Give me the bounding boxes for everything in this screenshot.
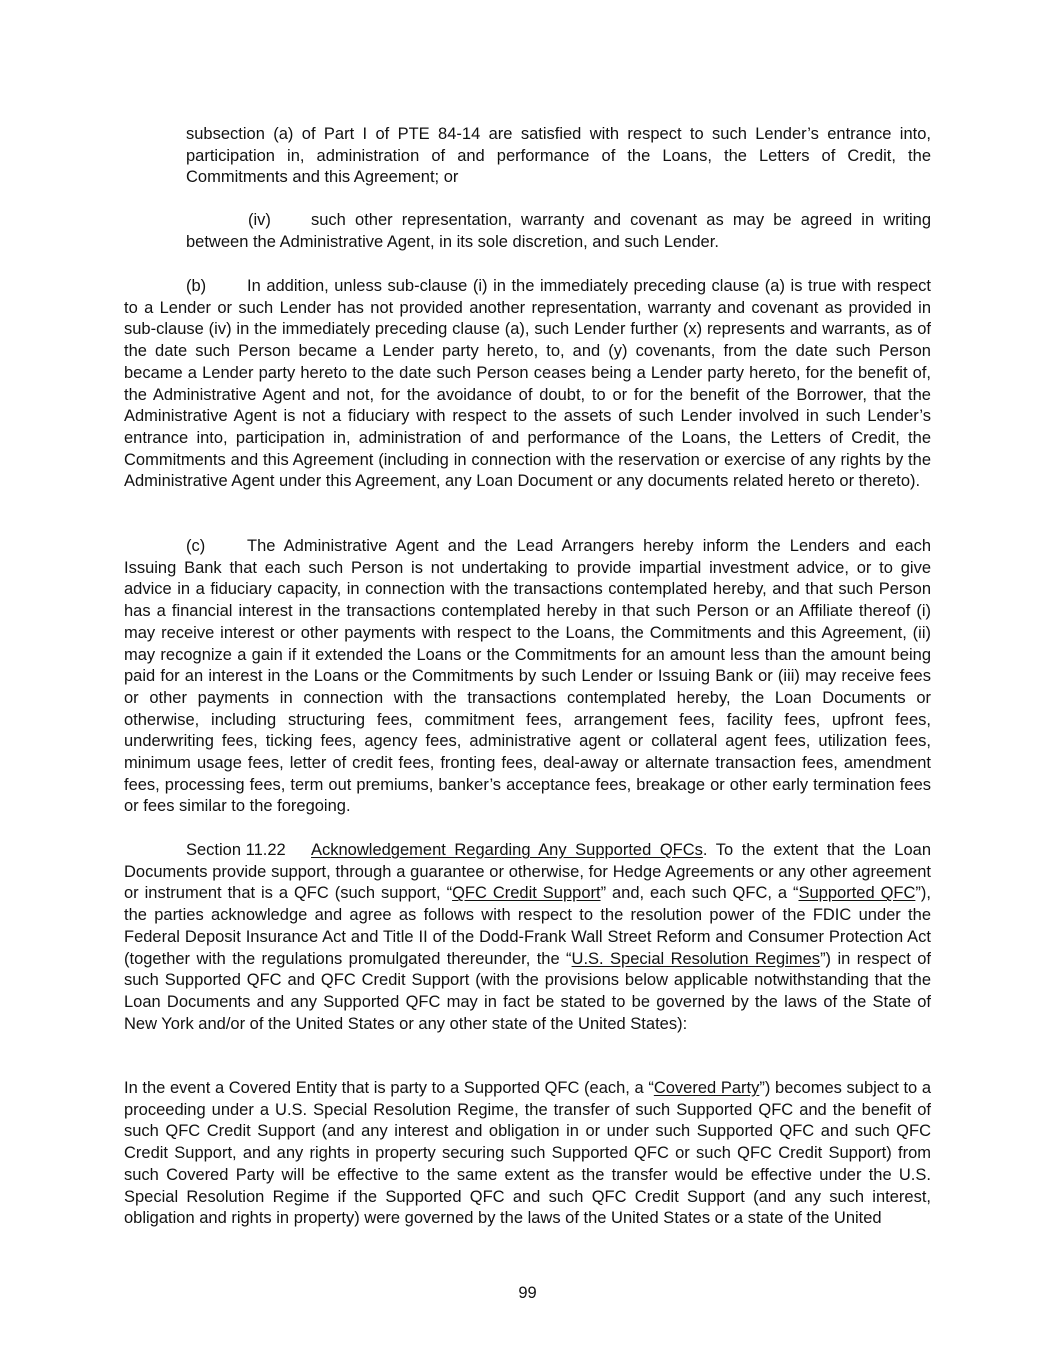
defined-term: Supported QFC xyxy=(798,884,916,903)
paragraph-clause-iv xyxy=(124,210,931,253)
defined-term: Covered Party xyxy=(653,1079,760,1097)
paragraph-covered-party xyxy=(124,1078,931,1230)
paragraph-text: subsection (a) of Part I of PTE 84-14 are satisfied with respect to such Lender’s entrance into, participation in, administration of and performance of the Loans, the Letters of Credit, the Commitments and this Agreement; or xyxy=(186,125,931,187)
paragraph-pte-continuation xyxy=(124,124,931,189)
clause-label: (b) xyxy=(186,277,207,295)
paragraph-text: ”) in respect of such Supported QFC and QFC Credit Support (with the provisions below applicable notwithstanding that the Loan Documents and any Supported QFC may in fact be stated to be governed by the laws of the State of New York and/or of the United States or any other state of the United States): xyxy=(124,949,931,1033)
section-11-22 xyxy=(124,840,931,1035)
paragraph-text: The Administrative Agent and the Lead Arrangers hereby inform the Lenders and each Issuing Bank that each such Person is not undertaking to provide impartial investment advice, or to give advice in a fiduciary capacity, in connection with the transactions contemplated hereby, and that such Person has a financial interest in the transactions contemplated hereby in that such Person or an Affiliate thereof (i) may receive interest or other payments with respect to the Loans, the Commitments and this Agreement, (ii) may recognize a gain if it extended the Loans or the Commitments for an amount less than the amount being paid for an interest in the Loans or the Commitments by such Lender or Issuing Bank or (iii) may receive fees or other payments in connection with the transactions contemplated hereby, the Loan Documents or otherwise, including structuring fees, commitment fees, arrangement fees, facility fees, upfront fees, underwriting fees, ticking fees, agency fees, administrative agent or collateral agent fees, utilization fees, minimum usage fees, letter of credit fees, fronting fees, deal-away or alternate transaction fees, amendment fees, processing fees, term out premiums, banker’s acceptance fees, breakage or other early termination fees or fees similar to the foregoing. xyxy=(124,537,931,816)
clause-label: (c) xyxy=(186,537,206,555)
paragraph-text: ”) becomes subject to a proceeding under a U.S. Special Resolution Regime, the transfer of such Supported QFC and the benefit of such QFC Credit Support (and any interest and obligation in or under such Supported QFC and such QFC Credit Support, and any rights in property securing such Supported QFC or such QFC Credit Support) from such Covered Party will be effective to the same extent as the transfer would be effective under the U.S. Special Resolution Regime if the Supported QFC and such QFC Credit Support (and any such interest, obligation and rights in property) were governed by the laws of the United States or a state of the United xyxy=(124,1079,932,1228)
paragraph-clause-b xyxy=(124,276,931,493)
page-number: 99 xyxy=(518,1284,537,1302)
section-number: Section 11.22 xyxy=(186,841,286,859)
paragraph-text: In the event a Covered Entity that is party to a Supported QFC (each, a “ xyxy=(124,1079,654,1097)
defined-term: U.S. Special Resolution Regimes xyxy=(571,949,821,968)
clause-label: (iv) xyxy=(248,211,271,229)
paragraph-text: In addition, unless sub-clause (i) in the immediately preceding clause (a) is true with respect to a Lender or such Lender has not provided another representation, warranty and covenant as provided in sub-clause (iv) in the immediately preceding clause (a), such Lender further (x) represents and warrants, as of the date such Person became a Lender party hereto, to, and (y) covenants, from the date such Person became a Lender party hereto to the date such Person ceases being a Lender party hereto, for the benefit of, the Administrative Agent and not, for the avoidance of doubt, to or for the benefit of the Borrower, that the Administrative Agent is not a fiduciary with respect to the assets of such Lender involved in such Lender’s entrance into, participation in, administration of and performance of the Loans, the Letters of Credit, the Commitments and this Agreement (including in connection with the reservation or exercise of any rights by the Administrative Agent under this Agreement, any Loan Document or any documents related hereto or thereto). xyxy=(124,277,931,491)
defined-term: QFC Credit Support xyxy=(452,884,601,903)
section-heading: Acknowledgement Regarding Any Supported QFCs xyxy=(311,841,703,859)
paragraph-text: such other representation, warranty and covenant as may be agreed in writing between the Administrative Agent, in its sole discretion, and such Lender. xyxy=(186,211,931,251)
paragraph-text: ” and, each such QFC, a “ xyxy=(600,884,799,903)
paragraph-text: . To the extent that the Loan Documents provide support, through a guarantee or otherwise, for Hedge Agreements or any other agreement or instrument that is a QFC (such support, “ xyxy=(124,841,931,903)
paragraph-text: ”), the parties acknowledge and agree as follows with respect to the resolution power of the FDIC under the Federal Deposit Insurance Act and Title II of the Dodd-Frank Wall Street Reform and Consumer Protection Act (together with the regulations promulgated thereunder, the “ xyxy=(124,884,931,968)
paragraph-clause-c xyxy=(124,536,931,818)
